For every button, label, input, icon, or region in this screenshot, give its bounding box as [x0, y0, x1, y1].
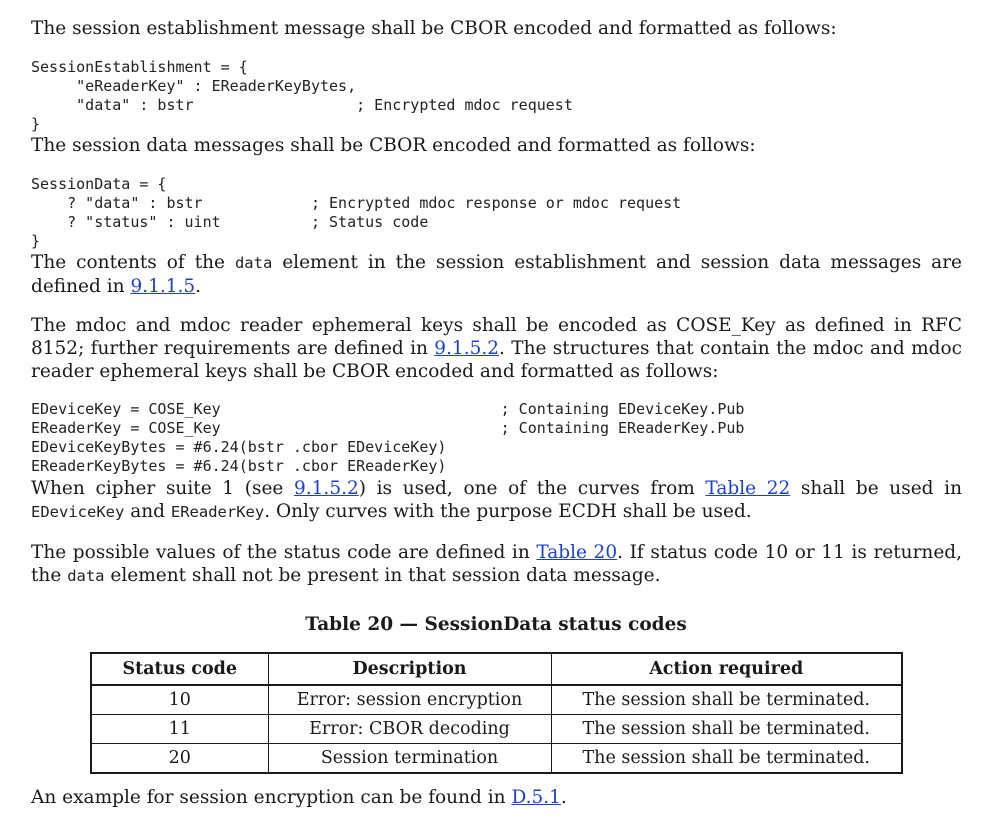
- table-row: [91, 715, 902, 744]
- code-block-session-establishment: [31, 58, 573, 134]
- text-run: . The structures that contain the mdoc and mdoc reader ephemeral keys shall be CBOR encoded and formatted as follows:: [31, 338, 962, 382]
- text-run: An example for session encryption can be found in: [31, 787, 512, 808]
- text-run: and: [124, 501, 171, 522]
- code-line: ? "data" : bstr ; Encrypted mdoc response or mdoc request: [31, 194, 682, 212]
- text-run: The contents of the: [31, 252, 235, 273]
- code-line: }: [31, 115, 41, 133]
- text-run: element shall not be present in that session data message.: [104, 565, 661, 586]
- paragraph-session-establishment-intro: The session establishment message shall be CBOR encoded and formatted as follows:: [31, 18, 837, 39]
- text-run: .: [560, 787, 567, 808]
- cell-action: The session shall be terminated.: [551, 685, 902, 715]
- cell-status-code: 11: [91, 715, 268, 744]
- inline-code: data: [67, 567, 105, 585]
- link-table-20[interactable]: Table 20: [536, 542, 618, 563]
- paragraph-data-element-contents: [31, 251, 962, 298]
- code-line: "data" : bstr ; Encrypted mdoc request: [31, 96, 573, 114]
- header-description: Description: [268, 653, 551, 685]
- code-line: "eReaderKey" : EReaderKeyBytes,: [31, 77, 357, 95]
- table-row: [91, 744, 902, 774]
- inline-code: data: [234, 254, 273, 272]
- code-block-ephemeral-keys: [31, 400, 744, 476]
- link-9-1-1-5[interactable]: 9.1.1.5: [130, 276, 196, 297]
- code-line: }: [31, 232, 41, 250]
- text-run: When cipher suite 1 (see: [31, 478, 295, 499]
- text-run: shall be used in: [790, 478, 963, 499]
- code-line: EReaderKey = COSE_Key ; Containing EReaderKey.Pub: [31, 419, 745, 437]
- text-run: . Only curves with the purpose ECDH shall be used.: [264, 501, 752, 522]
- text-run: .: [195, 276, 202, 297]
- paragraph-example-reference: [31, 786, 962, 809]
- link-9-1-5-2[interactable]: 9.1.5.2: [434, 338, 500, 359]
- table-caption: Table 20 — SessionData status codes: [305, 614, 687, 635]
- link-9-1-5-2[interactable]: 9.1.5.2: [294, 478, 359, 499]
- text-run: The possible values of the status code are defined in: [31, 542, 537, 563]
- code-line: EReaderKeyBytes = #6.24(bstr .cbor EReaderKey): [31, 457, 447, 475]
- cell-status-code: 20: [91, 744, 268, 774]
- code-line: ? "status" : uint ; Status code: [31, 213, 429, 231]
- paragraph-ephemeral-keys: [31, 314, 962, 383]
- inline-code: EReaderKey: [170, 503, 265, 521]
- code-line: SessionData = {: [31, 175, 167, 193]
- inline-code: EDeviceKey: [31, 503, 125, 521]
- text-run: ) is used, one of the curves from: [358, 478, 706, 499]
- table-row: [91, 685, 902, 715]
- text-run: element in the session establishment and session data messages are defined in: [31, 252, 962, 297]
- table-header-row: [91, 653, 902, 685]
- paragraph-session-data-intro: The session data messages shall be CBOR encoded and formatted as follows:: [31, 135, 756, 156]
- cell-action: The session shall be terminated.: [551, 744, 902, 774]
- code-line: EDeviceKeyBytes = #6.24(bstr .cbor EDeviceKey): [31, 438, 447, 456]
- code-line: EDeviceKey = COSE_Key ; Containing EDeviceKey.Pub: [31, 400, 745, 418]
- paragraph-status-codes: [31, 541, 962, 588]
- cell-description: Session termination: [268, 744, 551, 774]
- cell-action: The session shall be terminated.: [551, 715, 902, 744]
- header-action-required: Action required: [551, 653, 902, 685]
- status-codes-table: [90, 652, 903, 774]
- link-table-22[interactable]: Table 22: [705, 478, 791, 499]
- code-line: SessionEstablishment = {: [31, 58, 248, 76]
- link-d-5-1[interactable]: D.5.1: [511, 787, 561, 808]
- code-block-session-data: [31, 175, 681, 251]
- cell-status-code: 10: [91, 685, 268, 715]
- cell-description: Error: session encryption: [268, 685, 551, 715]
- paragraph-cipher-suite: [31, 477, 962, 524]
- cell-description: Error: CBOR decoding: [268, 715, 551, 744]
- text-run: The mdoc and mdoc reader ephemeral keys shall be encoded as COSE_Key as defined in RFC 8152; further requirements are defined in: [31, 315, 962, 359]
- header-status-code: Status code: [91, 653, 268, 685]
- text-run: . If status code 10 or 11 is returned, the: [31, 542, 963, 586]
